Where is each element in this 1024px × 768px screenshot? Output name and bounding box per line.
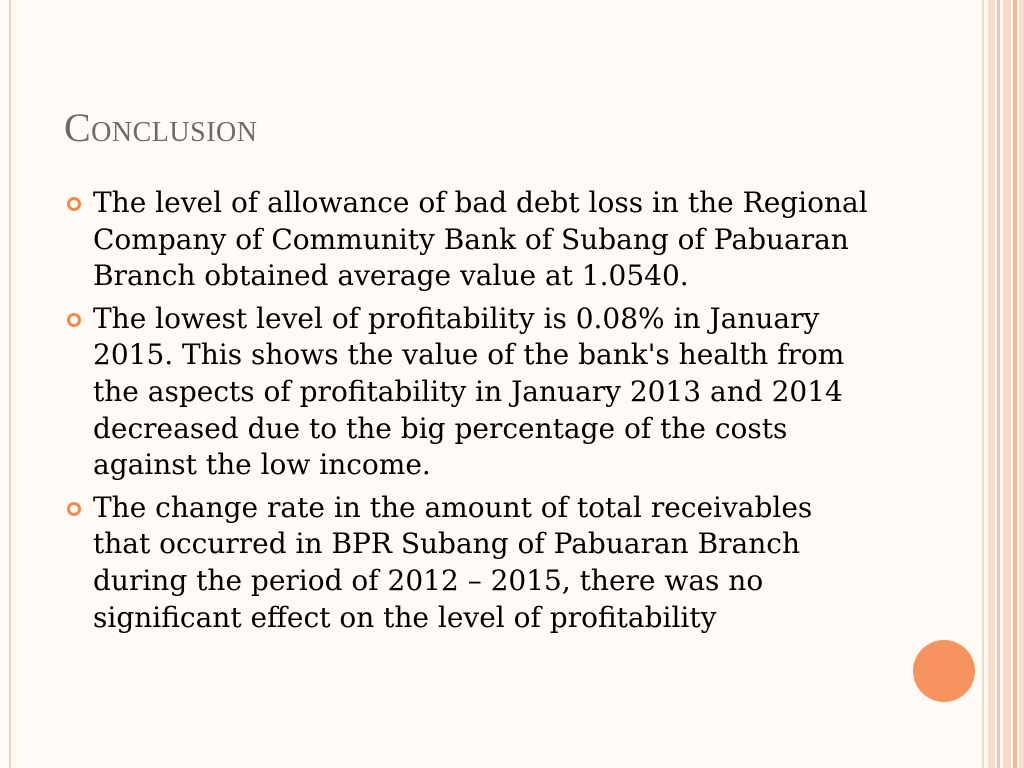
hollow-circle-bullet-icon: [67, 502, 81, 516]
right-decor-stripe: [988, 0, 995, 768]
hollow-circle-bullet-icon: [67, 197, 81, 211]
left-border-line: [9, 0, 11, 768]
bullet-list: [64, 185, 874, 642]
bullet-item: [64, 301, 874, 484]
right-decor-stripe: [1019, 0, 1024, 768]
bullet-text: The level of allowance of bad debt loss in the Regional Company of Community Bank of Subang of Pabuaran Branch obtained average value at 1.0540.: [93, 186, 868, 293]
bullet-item: [64, 185, 874, 295]
bullet-item: [64, 490, 874, 636]
right-decor-stripe: [997, 0, 1000, 768]
bullet-text: The change rate in the amount of total receivables that occurred in BPR Subang of Pabuaran Branch during the period of 2012 – 2015, there was no significant effect on the level of profitability: [93, 490, 813, 634]
right-decor-stripe: [1013, 0, 1017, 768]
slide-title: Conclusion: [64, 105, 258, 150]
right-decor-stripe: [1003, 0, 1011, 768]
right-decor-stripe: [982, 0, 984, 768]
hollow-circle-bullet-icon: [67, 313, 81, 327]
decorative-orange-circle: [913, 640, 975, 702]
bullet-text: The lowest level of profitability is 0.08% in January 2015. This shows the value of the bank's health from the aspects of profitability in January 2013 and 2014 decreased due to the big percentage of the costs against the low income.: [93, 301, 845, 482]
